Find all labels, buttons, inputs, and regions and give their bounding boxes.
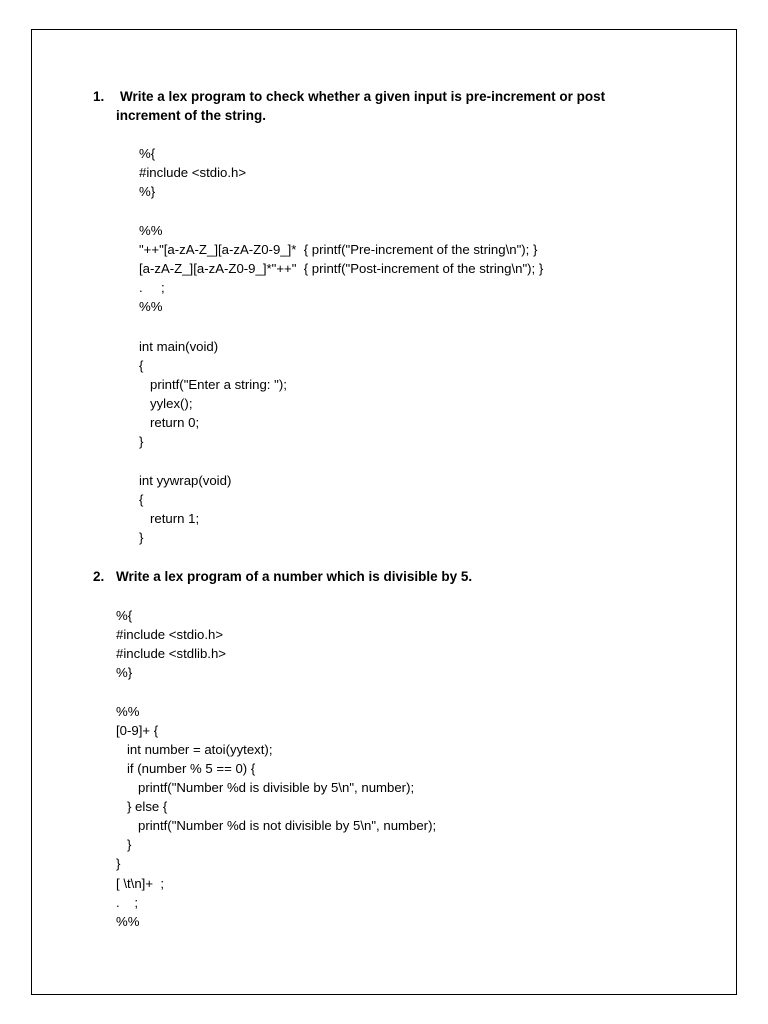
code-line: [0-9]+ {: [116, 723, 159, 738]
code-line: printf("Number %d is not divisible by 5\n", number);: [116, 818, 437, 833]
code-line: {: [139, 492, 144, 507]
code-line: return 1;: [139, 511, 200, 526]
code-line: }: [116, 856, 121, 871]
code-line: }: [139, 530, 144, 545]
code-line: %%: [116, 914, 140, 929]
code-line: [ \t\n]+ ;: [116, 876, 165, 891]
code-line: . ;: [116, 895, 138, 910]
page-border: [31, 29, 737, 995]
code-line: . ;: [139, 280, 165, 295]
code-line: {: [139, 358, 144, 373]
code-line: #include <stdio.h>: [116, 627, 224, 642]
code-line: %{: [139, 146, 156, 161]
code-line: int yywrap(void): [139, 473, 232, 488]
code-line: return 0;: [139, 415, 200, 430]
code-line: printf("Enter a string: ");: [139, 377, 287, 392]
question-1-number: 1.: [93, 89, 105, 104]
code-line: int number = atoi(yytext);: [116, 742, 273, 757]
code-line: %}: [116, 665, 133, 680]
code-line: } else {: [116, 799, 168, 814]
code-line: %%: [116, 704, 140, 719]
code-line: if (number % 5 == 0) {: [116, 761, 256, 776]
question-1-title-line-2: increment of the string.: [116, 108, 267, 123]
code-line: "++"[a-zA-Z_][a-zA-Z0-9_]* { printf("Pre-increment of the string\n"); }: [139, 242, 538, 257]
code-line: printf("Number %d is divisible by 5\n", number);: [116, 780, 415, 795]
code-line: #include <stdlib.h>: [116, 646, 226, 661]
code-line: %%: [139, 299, 163, 314]
code-line: }: [139, 434, 144, 449]
code-line: [a-zA-Z_][a-zA-Z0-9_]*"++" { printf("Post-increment of the string\n"); }: [139, 261, 544, 276]
code-line: %{: [116, 608, 133, 623]
question-1-title-line-1: Write a lex program to check whether a given input is pre-increment or post: [120, 89, 606, 104]
question-2-title: Write a lex program of a number which is divisible by 5.: [116, 569, 473, 584]
code-line: }: [116, 837, 132, 852]
code-line: %}: [139, 184, 156, 199]
code-line: %%: [139, 223, 163, 238]
code-line: #include <stdio.h>: [139, 165, 247, 180]
code-line: int main(void): [139, 339, 219, 354]
question-2-number: 2.: [93, 569, 105, 584]
code-line: yylex();: [139, 396, 193, 411]
